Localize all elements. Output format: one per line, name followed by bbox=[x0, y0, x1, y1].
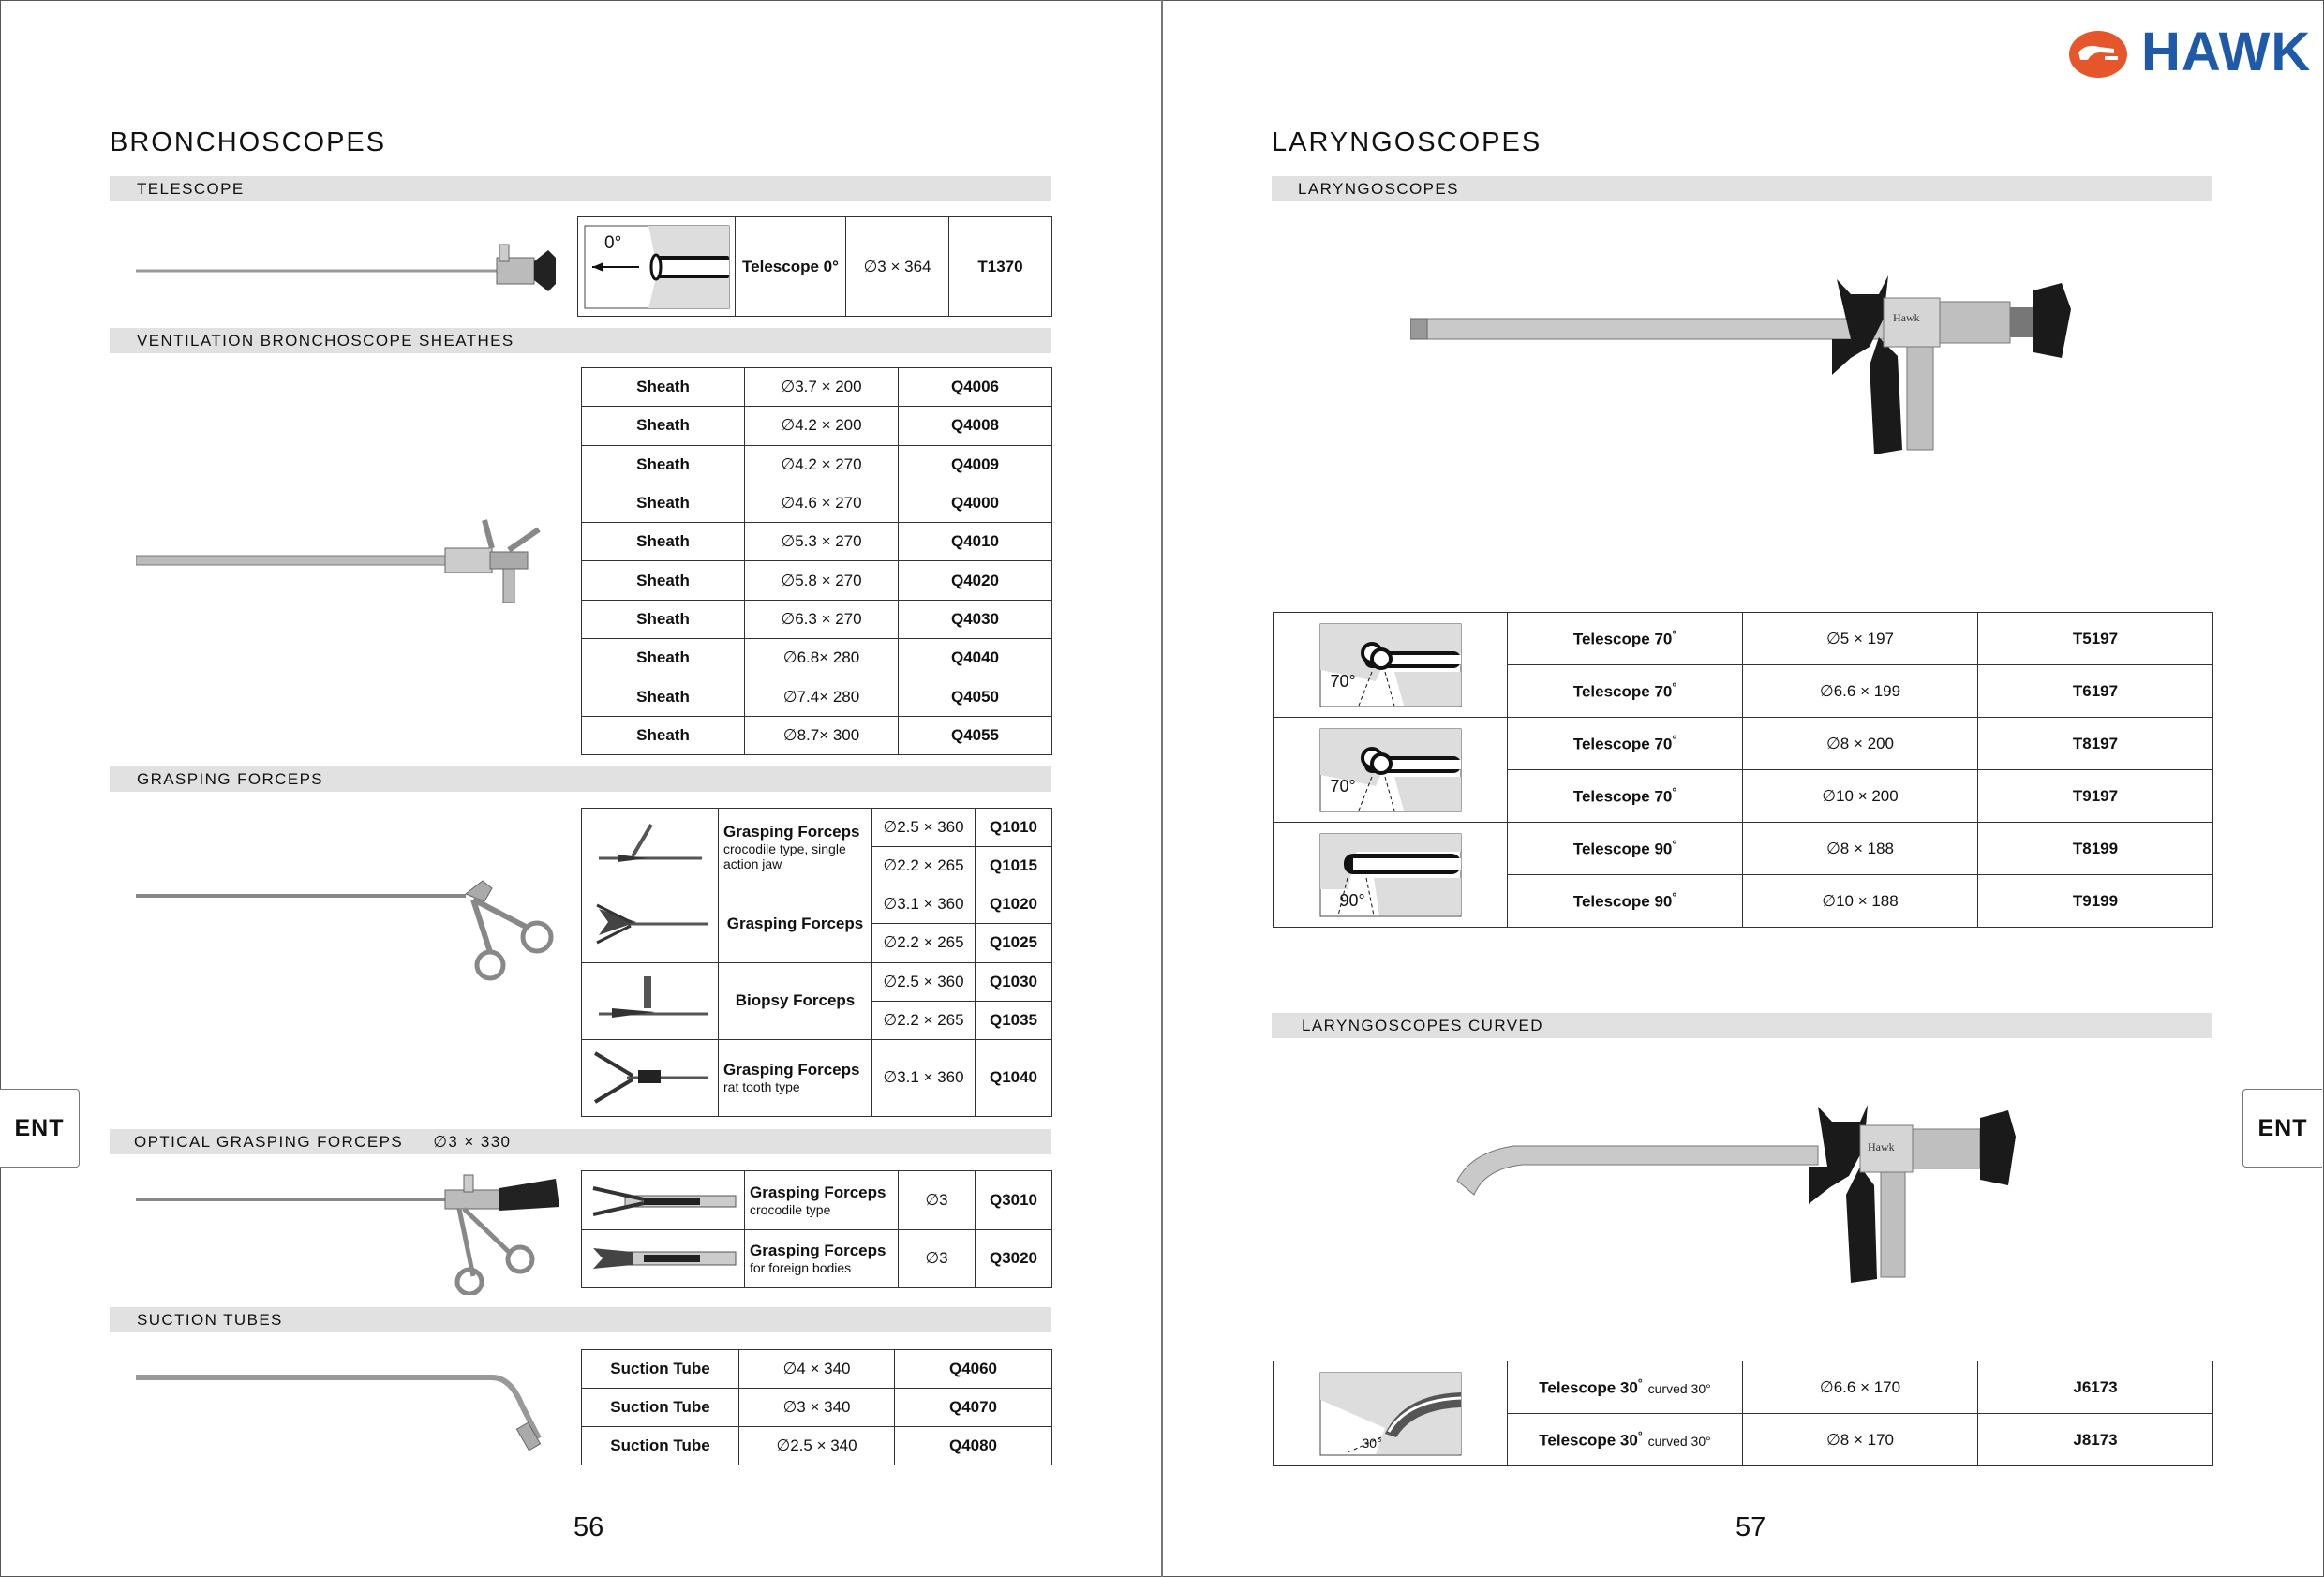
product-code: Q1035 bbox=[976, 1001, 1052, 1039]
table-row bbox=[582, 1039, 1052, 1116]
section-heading-sheaths bbox=[110, 328, 1051, 353]
product-size: ∅8 × 170 bbox=[1743, 1414, 1978, 1466]
product-name: Sheath bbox=[582, 716, 745, 754]
heading-text: LARYNGOSCOPES bbox=[1298, 180, 1459, 198]
product-size: ∅2.2 × 265 bbox=[872, 847, 976, 885]
product-size: ∅2.5 × 360 bbox=[872, 962, 976, 1001]
telescope-instrument-image bbox=[136, 239, 558, 295]
heading-text: SUCTION TUBES bbox=[137, 1311, 283, 1329]
product-code: Q4008 bbox=[899, 407, 1052, 445]
forceps-image-cell bbox=[582, 1039, 719, 1116]
product-code: Q4009 bbox=[899, 445, 1052, 484]
heading-text: OPTICAL GRASPING FORCEPS bbox=[134, 1133, 404, 1151]
product-name: Sheath bbox=[582, 677, 745, 716]
heading-size: ∅3 × 330 bbox=[433, 1133, 512, 1151]
product-name: Suction Tube bbox=[582, 1427, 739, 1465]
product-name: Sheath bbox=[582, 484, 745, 522]
seventy-tip-icon bbox=[1319, 728, 1462, 812]
product-angle-text: ° bbox=[1672, 733, 1677, 747]
product-name bbox=[1508, 770, 1743, 823]
product-code: Q4080 bbox=[895, 1427, 1052, 1465]
optical-forceps-instrument-image bbox=[136, 1173, 567, 1295]
sheath-instrument-image bbox=[136, 511, 548, 614]
product-name-text: Telescope 90 bbox=[1572, 892, 1673, 911]
suction-tube-instrument-image bbox=[136, 1349, 548, 1452]
heading-text: TELESCOPE bbox=[137, 180, 245, 198]
section-heading-grasping bbox=[110, 766, 1051, 792]
instrument-brand: Hawk bbox=[1868, 1140, 1895, 1153]
forceps-image-cell bbox=[582, 1229, 745, 1288]
product-code: T1370 bbox=[949, 217, 1052, 317]
angle-label: 0° bbox=[604, 232, 622, 253]
forceps-image-cell bbox=[582, 885, 719, 962]
table-row bbox=[582, 368, 1052, 407]
product-code: T5197 bbox=[1978, 613, 2213, 665]
table-row bbox=[1274, 613, 2213, 665]
product-size: ∅3 bbox=[899, 1171, 976, 1230]
product-name-text: Grasping Forceps bbox=[726, 914, 864, 932]
product-size: ∅3 bbox=[899, 1229, 976, 1288]
product-size: ∅6.8× 280 bbox=[745, 639, 899, 677]
product-code: Q4070 bbox=[895, 1389, 1052, 1427]
product-size: ∅6.6 × 170 bbox=[1743, 1361, 1978, 1414]
product-size: ∅3.1 × 360 bbox=[872, 885, 976, 924]
product-size: ∅3 × 364 bbox=[846, 217, 949, 317]
product-code: Q4050 bbox=[899, 677, 1052, 716]
product-size: ∅5.8 × 270 bbox=[745, 561, 899, 600]
table-row bbox=[582, 809, 1052, 847]
table-row bbox=[582, 1171, 1052, 1230]
curved-laryngoscopes-table bbox=[1273, 1361, 2213, 1466]
product-code: Q1040 bbox=[976, 1039, 1052, 1116]
brand-name: HAWK bbox=[2141, 22, 2312, 82]
table-row bbox=[1274, 1361, 2213, 1414]
product-angle-text: ° bbox=[1637, 1376, 1643, 1391]
product-size: ∅6.3 × 270 bbox=[745, 600, 899, 638]
grasping-forceps-instrument-image bbox=[136, 871, 567, 984]
product-name: Sheath bbox=[582, 407, 745, 445]
product-code: Q1010 bbox=[976, 809, 1052, 847]
product-name-text: Telescope 70 bbox=[1572, 735, 1673, 753]
product-code: T8199 bbox=[1978, 823, 2213, 875]
instrument-brand: Hawk bbox=[1893, 311, 1920, 324]
laryngoscopes-table bbox=[1273, 612, 2213, 928]
product-angle-text: 0° bbox=[823, 257, 839, 275]
product-size: ∅5 × 197 bbox=[1743, 613, 1978, 665]
product-name bbox=[736, 217, 846, 317]
table-row bbox=[582, 445, 1052, 484]
product-size: ∅10 × 200 bbox=[1743, 770, 1978, 823]
page-number-right: 57 bbox=[1736, 1512, 1766, 1542]
heading-text: VENTILATION BRONCHOSCOPE SHEATHES bbox=[137, 332, 514, 350]
hawk-logo bbox=[2067, 28, 2129, 81]
product-code: Q1015 bbox=[976, 847, 1052, 885]
laryngoscope-instrument-image bbox=[1410, 272, 2085, 469]
product-subtitle: curved 30° bbox=[1647, 1433, 1711, 1449]
product-code: Q1025 bbox=[976, 924, 1052, 962]
product-code: T9199 bbox=[1978, 875, 2213, 928]
product-code: Q3020 bbox=[976, 1229, 1052, 1288]
product-size: ∅4.6 × 270 bbox=[745, 484, 899, 522]
ninety-tip-icon bbox=[1319, 833, 1462, 917]
product-name: Sheath bbox=[582, 445, 745, 484]
product-name bbox=[1508, 875, 1743, 928]
table-row bbox=[578, 217, 1052, 317]
product-size: ∅4 × 340 bbox=[739, 1350, 895, 1389]
product-code: Q3010 bbox=[976, 1171, 1052, 1230]
product-name: Sheath bbox=[582, 600, 745, 638]
section-heading-curved bbox=[1272, 1013, 2212, 1038]
product-name-text: Telescope 70 bbox=[1572, 682, 1673, 701]
product-size: ∅10 × 188 bbox=[1743, 875, 1978, 928]
product-size: ∅8 × 200 bbox=[1743, 718, 1978, 770]
product-code: T8197 bbox=[1978, 718, 2213, 770]
optical-forceps-table bbox=[581, 1170, 1052, 1288]
forceps-image-cell bbox=[582, 962, 719, 1039]
table-row bbox=[582, 1427, 1052, 1465]
product-code: Q4000 bbox=[899, 484, 1052, 522]
sheaths-table bbox=[581, 367, 1052, 755]
product-name-text: Telescope 70 bbox=[1572, 787, 1673, 806]
product-name-text: Telescope 30 bbox=[1539, 1431, 1638, 1450]
table-row bbox=[582, 962, 1052, 1001]
table-row bbox=[1274, 823, 2213, 875]
forceps-image-cell bbox=[582, 1171, 745, 1230]
product-size: ∅8.7× 300 bbox=[745, 716, 899, 754]
suction-tubes-table bbox=[581, 1349, 1052, 1465]
heading-text: LARYNGOSCOPES CURVED bbox=[1302, 1017, 1543, 1034]
product-size: ∅6.6 × 199 bbox=[1743, 665, 1978, 718]
product-angle-text: ° bbox=[1672, 890, 1677, 904]
forceps-jaw-icon bbox=[589, 1048, 711, 1108]
product-name-text: Telescope bbox=[742, 257, 819, 275]
table-row bbox=[582, 639, 1052, 677]
table-row bbox=[582, 1389, 1052, 1427]
product-name: Sheath bbox=[582, 368, 745, 407]
product-code: J8173 bbox=[1978, 1414, 2213, 1466]
product-code: T9197 bbox=[1978, 770, 2213, 823]
table-row bbox=[582, 1229, 1052, 1288]
product-name bbox=[1508, 823, 1743, 875]
product-size: ∅2.2 × 265 bbox=[872, 1001, 976, 1039]
section-heading-telescope bbox=[110, 176, 1051, 201]
tip-diagram-cell bbox=[1274, 1361, 1508, 1466]
grasping-forceps-table bbox=[581, 808, 1052, 1117]
product-name-text: Grasping Forceps bbox=[750, 1183, 886, 1201]
table-row bbox=[582, 523, 1052, 561]
product-code: J6173 bbox=[1978, 1361, 2213, 1414]
product-name bbox=[1508, 1361, 1743, 1414]
table-row bbox=[582, 561, 1052, 600]
product-code: Q4020 bbox=[899, 561, 1052, 600]
table-row bbox=[582, 600, 1052, 638]
forceps-jaw-icon bbox=[589, 894, 711, 954]
seventy-tip-icon bbox=[1319, 623, 1462, 707]
angle-label: 90° bbox=[1339, 890, 1365, 910]
heading-text: GRASPING FORCEPS bbox=[137, 770, 324, 788]
product-code: Q4060 bbox=[895, 1350, 1052, 1389]
product-name bbox=[719, 885, 872, 962]
product-angle-text: ° bbox=[1672, 838, 1677, 852]
product-code: Q4040 bbox=[899, 639, 1052, 677]
product-subtitle: crocodile type, single action jaw bbox=[723, 841, 846, 871]
product-size: ∅8 × 188 bbox=[1743, 823, 1978, 875]
product-subtitle: rat tooth type bbox=[723, 1079, 800, 1095]
angle-label: 70° bbox=[1330, 776, 1356, 796]
product-size: ∅2.5 × 340 bbox=[739, 1427, 895, 1465]
product-code: Q4006 bbox=[899, 368, 1052, 407]
product-size: ∅7.4× 280 bbox=[745, 677, 899, 716]
angle-label: 70° bbox=[1330, 671, 1356, 691]
product-name bbox=[719, 1039, 872, 1116]
product-name: Suction Tube bbox=[582, 1350, 739, 1389]
angle-label: 30° bbox=[1362, 1435, 1382, 1451]
product-name bbox=[1508, 1414, 1743, 1466]
table-row bbox=[1274, 718, 2213, 770]
product-code: Q4010 bbox=[899, 523, 1052, 561]
optical-forceps-jaw-icon bbox=[588, 1175, 739, 1226]
product-angle-text: ° bbox=[1637, 1429, 1643, 1443]
product-name-text: Grasping Forceps bbox=[723, 822, 860, 841]
product-name bbox=[745, 1171, 899, 1230]
product-name: Sheath bbox=[582, 523, 745, 561]
forceps-jaw-icon bbox=[589, 817, 711, 877]
product-code: Q4030 bbox=[899, 600, 1052, 638]
product-name-text: Telescope 30 bbox=[1539, 1378, 1638, 1397]
page-title-right: LARYNGOSCOPES bbox=[1272, 127, 1542, 157]
product-size: ∅2.2 × 265 bbox=[872, 924, 976, 962]
product-code: Q4055 bbox=[899, 716, 1052, 754]
product-name bbox=[719, 809, 872, 885]
table-row bbox=[582, 407, 1052, 445]
product-angle-text: ° bbox=[1672, 785, 1677, 799]
telescope-table bbox=[577, 216, 1052, 317]
product-name-text: Telescope 90 bbox=[1572, 840, 1673, 858]
product-size: ∅4.2 × 270 bbox=[745, 445, 899, 484]
product-name bbox=[1508, 613, 1743, 665]
page-spine bbox=[1161, 0, 1163, 1577]
forceps-image-cell bbox=[582, 809, 719, 885]
forceps-jaw-icon bbox=[589, 971, 711, 1031]
product-code: Q1030 bbox=[976, 962, 1052, 1001]
table-row bbox=[582, 484, 1052, 522]
product-name-text: Grasping Forceps bbox=[723, 1061, 860, 1079]
product-name bbox=[1508, 665, 1743, 718]
table-row bbox=[582, 1350, 1052, 1389]
product-subtitle: curved 30° bbox=[1647, 1380, 1711, 1396]
tip-diagram-cell bbox=[578, 217, 736, 317]
curved-tip-icon bbox=[1319, 1372, 1462, 1456]
product-size: ∅3.1 × 360 bbox=[872, 1039, 976, 1116]
section-heading-optical bbox=[110, 1129, 1051, 1154]
product-code: Q1020 bbox=[976, 885, 1052, 924]
product-subtitle: for foreign bodies bbox=[750, 1260, 852, 1276]
hawk-logo-icon bbox=[2067, 28, 2129, 81]
product-name-text: Telescope 70 bbox=[1572, 630, 1673, 648]
product-code: T6197 bbox=[1978, 665, 2213, 718]
page-number-left: 56 bbox=[574, 1512, 604, 1542]
tip-diagram-cell bbox=[1274, 718, 1508, 823]
product-name-text: Biopsy Forceps bbox=[735, 991, 856, 1010]
product-name-text: Grasping Forceps bbox=[750, 1242, 886, 1260]
optical-forceps-jaw-icon bbox=[588, 1233, 739, 1284]
curved-laryngoscope-instrument-image bbox=[1448, 1101, 2048, 1288]
product-name: Sheath bbox=[582, 639, 745, 677]
product-angle-text: ° bbox=[1672, 628, 1677, 642]
product-size: ∅2.5 × 360 bbox=[872, 809, 976, 847]
tip-diagram-cell bbox=[1274, 823, 1508, 928]
product-size: ∅5.3 × 270 bbox=[745, 523, 899, 561]
product-name: Sheath bbox=[582, 561, 745, 600]
product-name bbox=[745, 1229, 899, 1288]
product-angle-text: ° bbox=[1672, 680, 1677, 694]
product-size: ∅4.2 × 200 bbox=[745, 407, 899, 445]
table-row bbox=[582, 677, 1052, 716]
product-name: Suction Tube bbox=[582, 1389, 739, 1427]
table-row bbox=[582, 885, 1052, 924]
tip-diagram-cell bbox=[1274, 613, 1508, 718]
side-tab-left[interactable]: ENT bbox=[0, 1089, 80, 1168]
product-size: ∅3 × 340 bbox=[739, 1389, 895, 1427]
table-row bbox=[582, 716, 1052, 754]
product-size: ∅3.7 × 200 bbox=[745, 368, 899, 407]
section-heading-suction bbox=[110, 1307, 1051, 1332]
side-tab-right[interactable]: ENT bbox=[2242, 1089, 2322, 1168]
product-name bbox=[719, 962, 872, 1039]
product-name bbox=[1508, 718, 1743, 770]
product-subtitle: crocodile type bbox=[750, 1201, 831, 1217]
page-title-left: BRONCHOSCOPES bbox=[110, 127, 387, 157]
section-heading-laryngoscopes bbox=[1272, 176, 2212, 201]
